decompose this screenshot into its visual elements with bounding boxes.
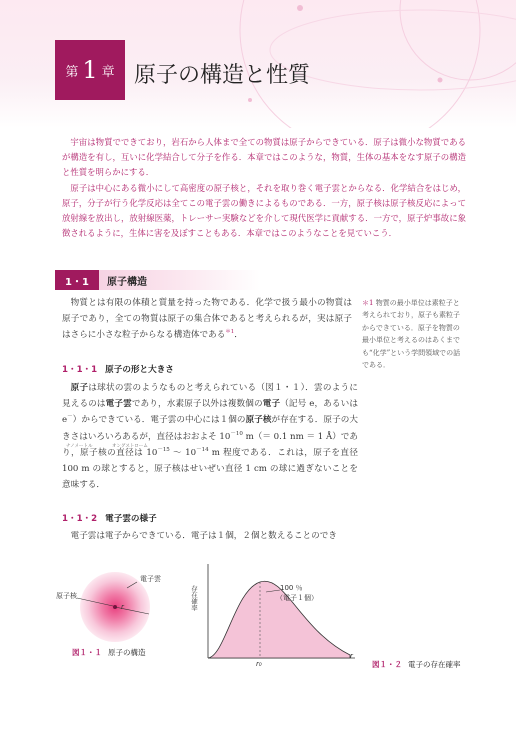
axis-label-r: r xyxy=(350,652,353,660)
chapter-intro xyxy=(62,135,466,241)
term-atom: 原子 xyxy=(70,383,89,393)
chapter-number-box xyxy=(55,40,125,100)
section-body xyxy=(62,295,352,344)
subsection-2-heading xyxy=(62,512,157,524)
section-text-main: 物質とは有限の体積と質量を持った物である．化学で扱う最小の物質は原子であり，全ての物質は原子の集合体であると考えられるが，実は原子はさらに小さな粒子からなる構造体である xyxy=(62,298,352,341)
peak-label-2: （電子１個） xyxy=(276,594,318,602)
figure-2-caption-number: 図１・２ xyxy=(372,660,402,669)
sub1-exp-2: －15 xyxy=(157,446,170,453)
sub1-text-4: であり，水素原子以外は複数個の xyxy=(131,399,263,410)
chapter-suffix: 章 xyxy=(101,64,115,80)
label-radius: r xyxy=(121,603,124,611)
intro-paragraph-2: 原子は中心にある微小にして高密度の原子核と，それを取り巻く電子雲とからなる．化学結合をはじめ，原子，分子が行う化学反応は全てこの電子雲の働きによるものである．一方，原子核は原子核反応によって放射線を放出し，放射線医薬，トレーサー実験などを介して現代医学に貢献する．一方で，原子炉事故に象徴されるように，生体に害を及ぼすこともある．本章ではこのようなことを見ていこう． xyxy=(62,182,466,239)
subsection-2-paragraph: 電子雲は電子からできている．電子は１個，２個と数えることのでき xyxy=(70,531,337,541)
section-title: 原子構造 xyxy=(107,277,147,288)
sub1-text-6: （記号 e，あるいは e xyxy=(62,399,358,426)
subsection-1-body xyxy=(62,380,358,493)
term-nucleus: 原子核 xyxy=(245,415,272,426)
sub1-text-11: ～ 10 xyxy=(169,447,197,458)
tick-r0: r₀ xyxy=(256,660,262,668)
label-nucleus: 原子核 xyxy=(56,592,77,600)
subsection-2-title: 電子雲の様子 xyxy=(105,514,157,524)
sub1-exp-1: －10 xyxy=(230,430,243,437)
figure-2-caption-text: 電子の存在確率 xyxy=(408,660,461,669)
chapter-title: 原子の構造と性質 xyxy=(134,63,311,88)
side-note xyxy=(362,297,466,371)
sub1-text-9: が存在する．原子の大きさはいろいろあるが，直径はおおよそ 10 xyxy=(62,415,358,442)
chapter-number: 1 xyxy=(82,56,98,84)
sub1-text-10: m（＝ 0.1 nm ＝ 1 Å）であり，原子核の直径は 10 xyxy=(62,431,358,458)
section-paragraph xyxy=(62,295,352,344)
figure-1-caption-text: 原子の構造 xyxy=(108,648,146,657)
sub1-sup-minus: － xyxy=(67,414,73,421)
sub1-exp-3: －14 xyxy=(196,446,209,453)
intro-paragraph-1: 宇宙は物質でできており，岩石から人体まで全ての物質は原子からできている．原子は微小な物質であるが構造を有し，互いに化学結合して分子を作る．本章ではこのような，物質，生体の基本をなす原子の構造と性質を明らかにする． xyxy=(62,137,466,178)
figure-1-caption xyxy=(72,647,146,658)
figure-probability-curve xyxy=(190,560,360,670)
ruby-angstrom: オングストローム xyxy=(112,444,148,449)
term-electron-cloud: 電子雲 xyxy=(105,399,132,410)
section-text-end: ． xyxy=(234,330,243,341)
sub1-text-2: は球状の雲のようなものと考えられている（図１・１）．雲のように見えるのは xyxy=(62,383,358,410)
subsection-1-heading xyxy=(62,363,174,375)
footnote-mark[interactable]: ＊1 xyxy=(225,329,235,336)
subsection-1-paragraph xyxy=(62,380,358,493)
figure-1-caption-number: 図１・１ xyxy=(72,648,102,657)
sub1-text-7: ）からできている．電子雲の中心には１個の xyxy=(72,415,246,426)
subsection-1-number: 1・1・1 xyxy=(62,365,98,375)
ruby-nanometer: ナノメートル xyxy=(66,444,93,449)
peak-label-1: 100 ％ xyxy=(280,584,303,592)
side-note-text: 物質の最小単位は素粒子と考えられており，原子も素粒子からできている．原子を物質の最小単位と考えるのはあくまでも“化学”という学問領域での話である． xyxy=(362,299,461,370)
side-note-mark: ＊1 xyxy=(362,299,374,307)
axis-label-probability: 存在確率 xyxy=(190,585,198,611)
section-number: 1・1 xyxy=(55,270,99,290)
sub1-text-12: m 程度である．これは，原子を直径 100 m の球とすると，原子核はせいぜい直径 1 cm の球に過ぎないことを意味する． xyxy=(62,447,358,491)
subsection-2-number: 1・1・2 xyxy=(62,514,98,524)
figure-2-caption xyxy=(372,659,461,670)
subsection-1-title: 原子の形と大きさ xyxy=(105,365,174,375)
term-electron: 電子 xyxy=(262,399,281,410)
subsection-2-body xyxy=(62,528,372,544)
chapter-prefix: 第 xyxy=(65,64,79,80)
label-electron-cloud: 電子雲 xyxy=(140,575,161,583)
